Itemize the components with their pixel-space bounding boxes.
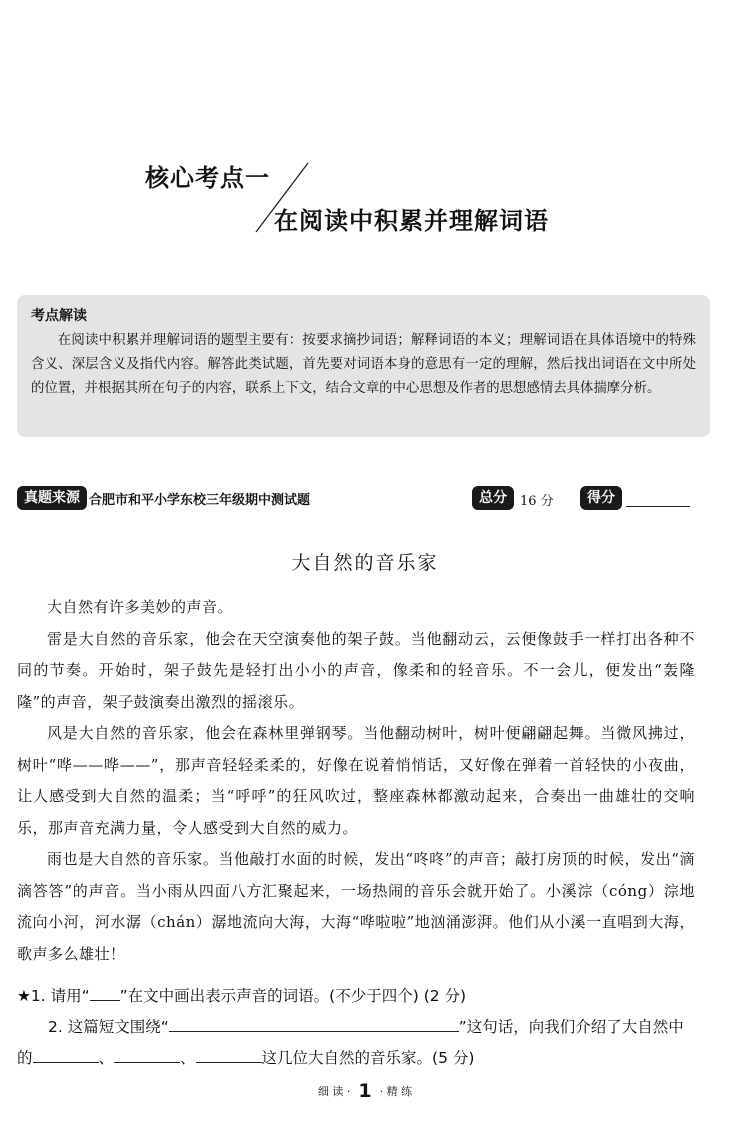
question-1-suffix: ”在文中画出表示声音的词语。(不少于四个) (2 分) [119,987,467,1005]
article-paragraph: 雨也是大自然的音乐家。当他敲打水面的时候，发出“咚咚”的声音；敲打房顶的时候，发出“滴滴答答”的声音。当小雨从四面八方汇聚起来，一场热闹的音乐会就开始了。小溪淙（cóng）淙地流向小河，河水潺（chán）潺地流向大海，大海“哗啦啦”地汹涌澎湃。他们从小溪一直唱到大海，歌声多么雄壮！ [17,850,695,963]
source-label-badge: 真题来源 [17,486,87,510]
page-number: 1 [358,1080,372,1102]
total-score-badge: 总分 [472,486,514,510]
score-blank[interactable] [626,506,690,507]
key-points-box [17,295,710,437]
article-body [17,592,695,970]
article-paragraph: 大自然有许多美妙的声音。 [47,598,234,616]
key-points-title: 考点解读 [31,308,87,324]
question-2-answer-blank-3[interactable] [196,1046,262,1063]
question-1-underline-sample [90,984,120,1001]
question-2-answer-blank-1[interactable] [33,1046,99,1063]
question-2-answer-blank-2[interactable] [114,1046,180,1063]
page-footer [0,1080,730,1102]
question-2-prefix: 2. 这篇短文围绕“ [48,1018,169,1036]
questions [17,981,697,1074]
question-2-sep-1: 、 [98,1049,115,1067]
article-title: 大自然的音乐家 [291,552,439,574]
footer-left: 细 读 · [317,1085,351,1098]
article-paragraph: 雷是大自然的音乐家，他会在天空演奏他的架子鼓。当他翻动云，云便像鼓手一样打出各种不同的节奏。开始时，架子鼓先是轻打出小小的声音，像柔和的轻音乐。不一会儿，便发出“轰隆隆”的声音，架子鼓演奏出激烈的摇滚乐。 [17,629,695,711]
total-score-value: 16 分 [520,494,554,509]
footer-right: · 精 练 [379,1085,413,1098]
heading-line-2: 在阅读中积累并理解词语 [274,207,549,235]
heading-line-1: 核心考点一 [145,164,270,192]
key-points-body: 在阅读中积累并理解词语的题型主要有：按要求摘抄词语；解释词语的本义；理解词语在具体语境中的特殊含义、深层含义及指代内容。解答此类试题，首先要对词语本身的意思有一定的理解，然后找出词语在文中所处的位置，并根据其所在句子的内容，联系上下文，结合文章的中心思想及作者的思想感情去具体揣摩分析。 [31,333,696,396]
score-badge: 得分 [580,486,622,510]
question-2-middle: ”这句话，向我们介绍了大自然中的 [17,1018,684,1067]
question-1-prefix: ★1. 请用“ [17,987,90,1005]
question-2-sep-2: 、 [180,1049,196,1067]
question-2-suffix: 这几位大自然的音乐家。(5 分) [261,1049,475,1067]
question-1 [17,981,697,1012]
source-bar [17,486,710,512]
question-2 [17,1012,697,1074]
article-paragraph: 风是大自然的音乐家，他会在森林里弹钢琴。当他翻动树叶，树叶便翩翩起舞。当微风拂过，树叶“哗——哗——”，那声音轻轻柔柔的，好像在说着悄悄话，又好像在弹着一首轻快的小夜曲，让人感受到大自然的温柔；当“呼呼”的狂风吹过，整座森林都激动起来，合奏出一曲雄壮的交响乐，那声音充满力量，令人感受到大自然的威力。 [17,724,695,837]
source-text: 合肥市和平小学东校三年级期中测试题 [89,493,311,508]
question-2-answer-blank-sentence[interactable] [169,1015,459,1032]
